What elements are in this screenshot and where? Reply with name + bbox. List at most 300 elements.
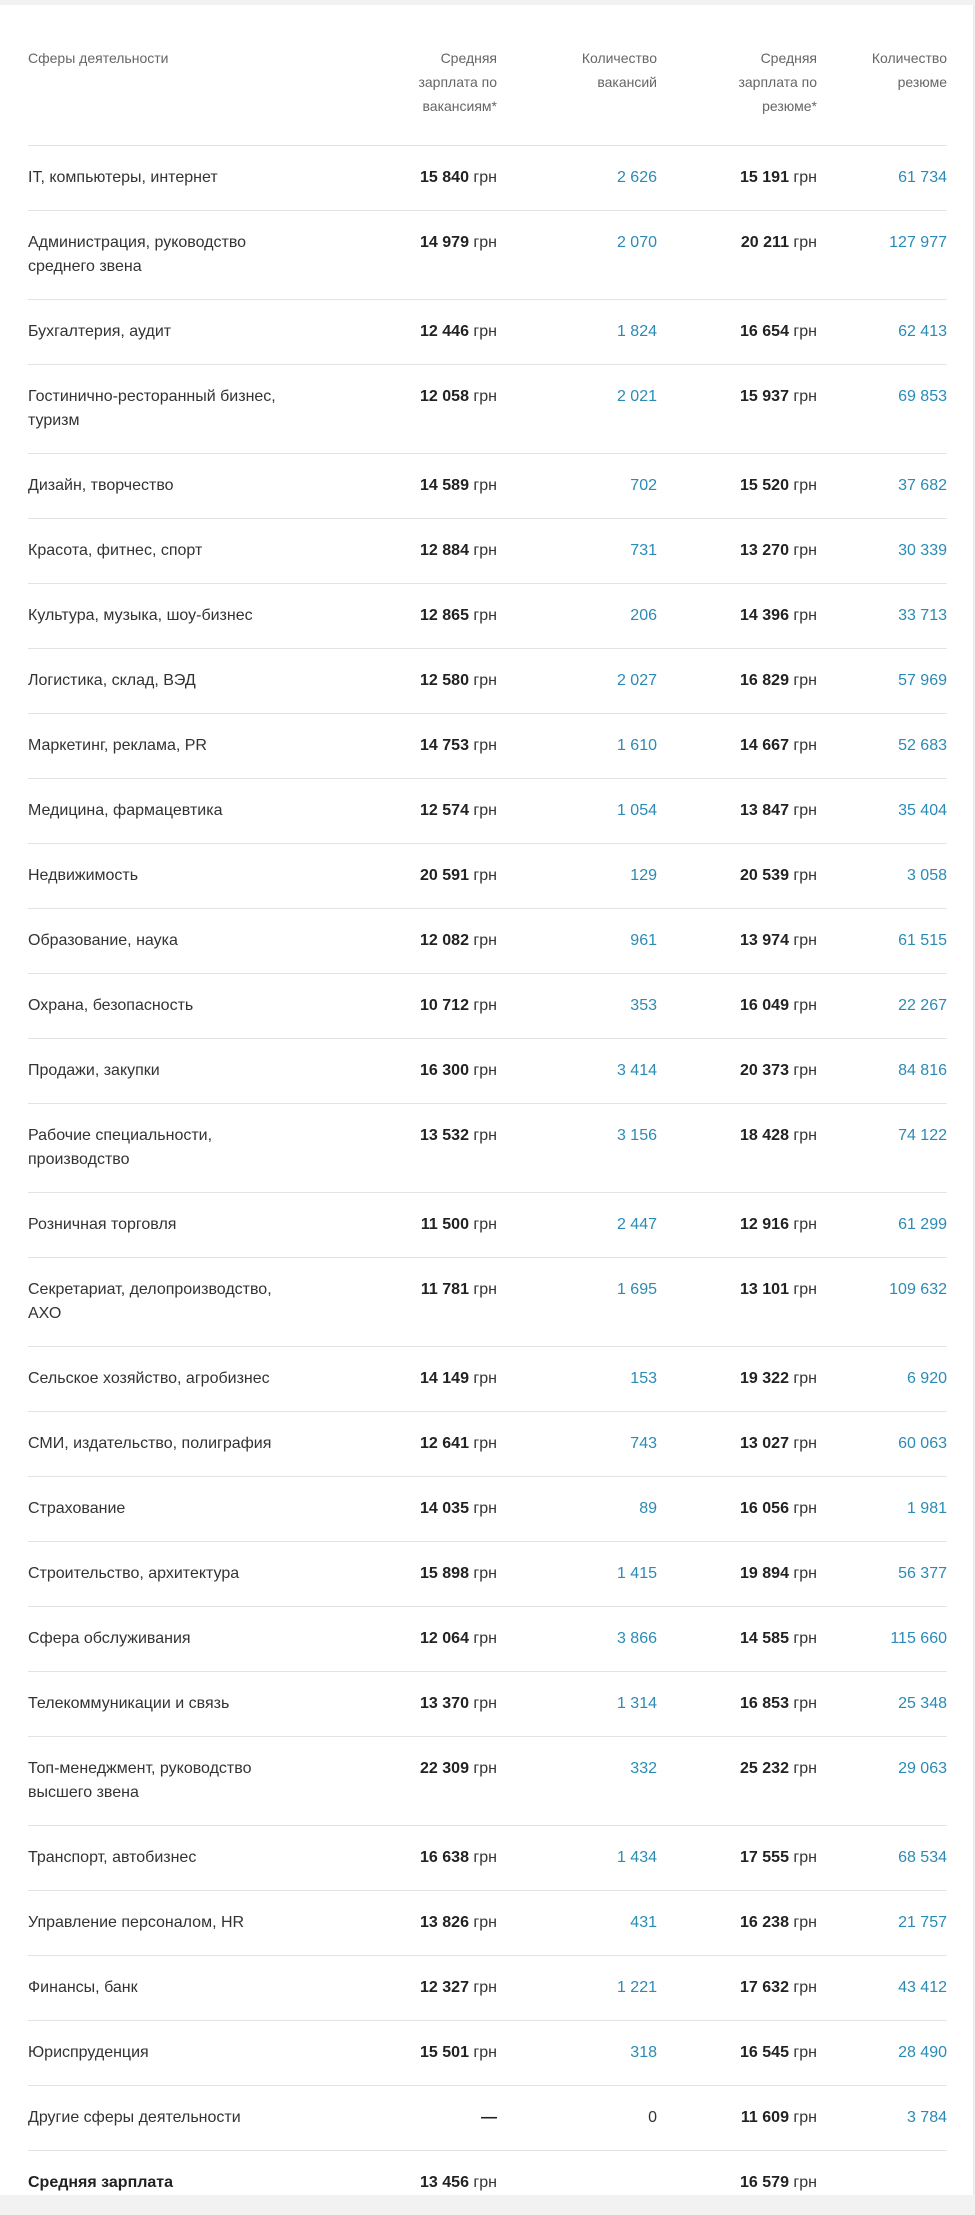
table-row — [28, 146, 947, 211]
table-row — [28, 1956, 947, 2021]
sphere-name — [28, 779, 347, 844]
table-row — [28, 1891, 947, 1956]
sphere-name — [28, 1039, 347, 1104]
average-salary-resumes — [657, 2151, 817, 2215]
avg-salary-vacancies — [347, 909, 497, 974]
resume-count-link[interactable]: 68 534 — [817, 1826, 947, 1891]
vacancy-count-link[interactable]: 431 — [497, 1891, 657, 1956]
sphere-name-line: Дизайн, творчество — [28, 477, 174, 494]
sphere-name — [28, 300, 347, 365]
sphere-name — [28, 584, 347, 649]
currency-label: грн — [793, 388, 817, 405]
currency-label: грн — [473, 477, 497, 494]
currency-label: грн — [793, 802, 817, 819]
resume-count-link[interactable]: 61 734 — [817, 146, 947, 211]
currency-label: грн — [473, 1914, 497, 1931]
vacancy-count-link[interactable]: 332 — [497, 1737, 657, 1826]
header-line: резюме* — [762, 98, 817, 114]
header-vacancy-count — [497, 46, 657, 146]
sphere-name-line: Красота, фитнес, спорт — [28, 542, 202, 559]
currency-label: грн — [473, 2044, 497, 2061]
sphere-name-line: среднего звена — [28, 258, 142, 275]
sphere-name-line: IT, компьютеры, интернет — [28, 169, 218, 186]
sphere-name — [28, 1347, 347, 1412]
currency-label: грн — [473, 1695, 497, 1712]
vacancy-count-link[interactable]: 1 434 — [497, 1826, 657, 1891]
salary-value: 19 894 — [740, 1565, 789, 1582]
resume-count-link[interactable]: 61 299 — [817, 1193, 947, 1258]
sphere-name — [28, 1193, 347, 1258]
avg-salary-vacancies — [347, 1347, 497, 1412]
sphere-name-line: Топ-менеджмент, руководство — [28, 1760, 251, 1777]
salary-value: 12 865 — [420, 607, 469, 624]
resume-count-link[interactable]: 29 063 — [817, 1737, 947, 1826]
sphere-name-line: Логистика, склад, ВЭД — [28, 672, 196, 689]
salary-value: — — [481, 2109, 497, 2126]
resume-count-link[interactable]: 28 490 — [817, 2021, 947, 2086]
average-row — [28, 2151, 947, 2215]
avg-salary-resumes — [657, 1477, 817, 1542]
salary-value: 15 898 — [420, 1565, 469, 1582]
salary-value: 16 853 — [740, 1695, 789, 1712]
salary-value: 11 500 — [421, 1216, 469, 1233]
resume-count-link[interactable]: 61 515 — [817, 909, 947, 974]
salary-value: 16 579 — [740, 2174, 789, 2191]
sphere-name — [28, 519, 347, 584]
header-resume-count — [817, 46, 947, 146]
resume-count-link[interactable]: 3 058 — [817, 844, 947, 909]
salary-value: 17 632 — [740, 1979, 789, 1996]
avg-salary-resumes — [657, 1412, 817, 1477]
avg-salary-vacancies — [347, 1891, 497, 1956]
sphere-name — [28, 1477, 347, 1542]
avg-salary-vacancies — [347, 714, 497, 779]
currency-label: грн — [793, 867, 817, 884]
table-row — [28, 1607, 947, 1672]
currency-label: грн — [473, 1435, 497, 1452]
sphere-name-line: Администрация, руководство — [28, 234, 246, 251]
avg-salary-vacancies — [347, 649, 497, 714]
resume-count-link[interactable]: 37 682 — [817, 454, 947, 519]
avg-salary-vacancies — [347, 365, 497, 454]
avg-salary-vacancies — [347, 2086, 497, 2151]
header-line: вакансиям* — [423, 98, 498, 114]
resume-count-link[interactable]: 52 683 — [817, 714, 947, 779]
table-row — [28, 519, 947, 584]
sphere-name — [28, 714, 347, 779]
avg-salary-resumes — [657, 1542, 817, 1607]
vacancy-count-link[interactable]: 2 626 — [497, 146, 657, 211]
avg-salary-vacancies — [347, 1737, 497, 1826]
avg-salary-resumes — [657, 454, 817, 519]
salary-value: 25 232 — [740, 1760, 789, 1777]
salary-value: 20 373 — [740, 1062, 789, 1079]
average-resume-empty — [817, 2151, 947, 2215]
avg-salary-resumes — [657, 714, 817, 779]
currency-label: грн — [473, 1062, 497, 1079]
sphere-name — [28, 1258, 347, 1347]
avg-salary-resumes — [657, 974, 817, 1039]
resume-count-link[interactable]: 30 339 — [817, 519, 947, 584]
currency-label: грн — [473, 1500, 497, 1517]
currency-label: грн — [473, 1127, 497, 1144]
avg-salary-vacancies — [347, 779, 497, 844]
salary-value: 13 456 — [420, 2174, 469, 2191]
salary-table — [28, 46, 947, 2215]
avg-salary-vacancies — [347, 1607, 497, 1672]
currency-label: грн — [793, 1435, 817, 1452]
sphere-name — [28, 365, 347, 454]
currency-label: грн — [793, 1849, 817, 1866]
avg-salary-resumes — [657, 1737, 817, 1826]
currency-label: грн — [793, 1565, 817, 1582]
header-line: зарплата по — [738, 74, 817, 90]
avg-salary-resumes — [657, 1347, 817, 1412]
avg-salary-resumes — [657, 1104, 817, 1193]
sphere-name — [28, 649, 347, 714]
currency-label: грн — [473, 1849, 497, 1866]
vacancy-count-link[interactable]: 702 — [497, 454, 657, 519]
salary-value: 10 712 — [420, 997, 469, 1014]
header-line: Средняя — [441, 50, 497, 66]
avg-salary-vacancies — [347, 1193, 497, 1258]
salary-value: 15 520 — [740, 477, 789, 494]
header-line: Количество — [582, 50, 657, 66]
currency-label: грн — [473, 932, 497, 949]
vacancy-count-link[interactable]: 2 447 — [497, 1193, 657, 1258]
salary-value: 16 654 — [740, 323, 789, 340]
salary-value: 13 974 — [740, 932, 789, 949]
currency-label: грн — [473, 1565, 497, 1582]
currency-label: грн — [473, 867, 497, 884]
table-row — [28, 1258, 947, 1347]
header-line: вакансий — [597, 74, 657, 90]
resume-count-link[interactable]: 84 816 — [817, 1039, 947, 1104]
sphere-name — [28, 211, 347, 300]
sphere-name-line: Транспорт, автобизнес — [28, 1849, 196, 1866]
currency-label: грн — [793, 1500, 817, 1517]
sphere-name — [28, 146, 347, 211]
avg-salary-vacancies — [347, 1826, 497, 1891]
currency-label: грн — [793, 932, 817, 949]
currency-label: грн — [793, 169, 817, 186]
avg-salary-vacancies — [347, 1412, 497, 1477]
avg-salary-resumes — [657, 844, 817, 909]
avg-salary-vacancies — [347, 974, 497, 1039]
currency-label: грн — [793, 1914, 817, 1931]
header-line: зарплата по — [418, 74, 497, 90]
sphere-name-line: Финансы, банк — [28, 1979, 138, 1996]
avg-salary-resumes — [657, 300, 817, 365]
resume-count-link[interactable]: 33 713 — [817, 584, 947, 649]
currency-label: грн — [473, 169, 497, 186]
salary-value: 12 580 — [420, 672, 469, 689]
salary-value: 13 101 — [740, 1281, 789, 1298]
salary-value: 13 370 — [420, 1695, 469, 1712]
average-vacancy-empty — [497, 2151, 657, 2215]
table-row — [28, 1826, 947, 1891]
resume-count-link[interactable]: 62 413 — [817, 300, 947, 365]
resume-count-link[interactable]: 3 784 — [817, 2086, 947, 2151]
sphere-name — [28, 1826, 347, 1891]
sphere-name-line: Гостинично-ресторанный бизнес, — [28, 388, 276, 405]
salary-value: 16 238 — [740, 1914, 789, 1931]
vacancy-count-link[interactable]: 1 610 — [497, 714, 657, 779]
resume-count-link[interactable]: 127 977 — [817, 211, 947, 300]
header-sphere: Сферы деятельности — [28, 46, 347, 146]
vacancy-count-link[interactable]: 3 414 — [497, 1039, 657, 1104]
sphere-name-line: Продажи, закупки — [28, 1062, 160, 1079]
avg-salary-resumes — [657, 1193, 817, 1258]
sphere-name-line: СМИ, издательство, полиграфия — [28, 1435, 271, 1452]
vacancy-count-link[interactable]: 3 156 — [497, 1104, 657, 1193]
currency-label: грн — [473, 672, 497, 689]
vacancy-count-link[interactable]: 743 — [497, 1412, 657, 1477]
vacancy-count-link[interactable]: 206 — [497, 584, 657, 649]
salary-value: 14 667 — [740, 737, 789, 754]
sphere-name-line: Сфера обслуживания — [28, 1630, 191, 1647]
vacancy-count-link[interactable]: 1 221 — [497, 1956, 657, 2021]
salary-value: 14 585 — [740, 1630, 789, 1647]
sphere-name — [28, 1737, 347, 1826]
currency-label: грн — [793, 672, 817, 689]
avg-salary-resumes — [657, 584, 817, 649]
salary-value: 16 545 — [740, 2044, 789, 2061]
currency-label: грн — [793, 1216, 817, 1233]
salary-value: 11 781 — [421, 1281, 469, 1298]
resume-count-link[interactable]: 115 660 — [817, 1607, 947, 1672]
sphere-name-line: туризм — [28, 412, 80, 429]
salary-value: 16 049 — [740, 997, 789, 1014]
salary-value: 12 916 — [740, 1216, 789, 1233]
salary-value: 12 884 — [420, 542, 469, 559]
vacancy-count-link[interactable]: 731 — [497, 519, 657, 584]
vacancy-count-link[interactable]: 1 695 — [497, 1258, 657, 1347]
vacancy-count-link: 0 — [497, 2086, 657, 2151]
sphere-name-line: Другие сферы деятельности — [28, 2109, 241, 2126]
currency-label: грн — [473, 1370, 497, 1387]
salary-value: 14 149 — [420, 1370, 469, 1387]
table-body — [28, 146, 947, 2215]
sphere-name — [28, 1607, 347, 1672]
table-header-row — [28, 46, 947, 146]
salary-value: 20 539 — [740, 867, 789, 884]
currency-label: грн — [473, 737, 497, 754]
sphere-name-line: Секретариат, делопроизводство, — [28, 1281, 272, 1298]
salary-value: 16 829 — [740, 672, 789, 689]
table-row — [28, 1412, 947, 1477]
avg-salary-resumes — [657, 1258, 817, 1347]
vacancy-count-link[interactable]: 153 — [497, 1347, 657, 1412]
salary-value: 16 300 — [420, 1062, 469, 1079]
table-row — [28, 584, 947, 649]
vacancy-count-link[interactable]: 1 824 — [497, 300, 657, 365]
currency-label: грн — [473, 1760, 497, 1777]
vacancy-count-link[interactable]: 3 866 — [497, 1607, 657, 1672]
sphere-name-line: Рабочие специальности, — [28, 1127, 212, 1144]
resume-count-link[interactable]: 25 348 — [817, 1672, 947, 1737]
salary-value: 12 327 — [420, 1979, 469, 1996]
vacancy-count-link[interactable]: 2 027 — [497, 649, 657, 714]
salary-value: 14 396 — [740, 607, 789, 624]
avg-salary-vacancies — [347, 1039, 497, 1104]
salary-value: 20 211 — [741, 234, 789, 251]
currency-label: грн — [473, 802, 497, 819]
currency-label: грн — [793, 1979, 817, 1996]
vacancy-count-link[interactable]: 2 021 — [497, 365, 657, 454]
table-row — [28, 844, 947, 909]
salary-value: 12 082 — [420, 932, 469, 949]
currency-label: грн — [473, 607, 497, 624]
salary-value: 19 322 — [740, 1370, 789, 1387]
salary-value: 15 937 — [740, 388, 789, 405]
sphere-name — [28, 1542, 347, 1607]
table-row — [28, 300, 947, 365]
sphere-name-line: Сельское хозяйство, агробизнес — [28, 1370, 270, 1387]
vacancy-count-link[interactable]: 129 — [497, 844, 657, 909]
resume-count-link[interactable]: 56 377 — [817, 1542, 947, 1607]
avg-salary-resumes — [657, 2086, 817, 2151]
currency-label: грн — [473, 997, 497, 1014]
avg-salary-vacancies — [347, 1104, 497, 1193]
average-label: Средняя зарплата — [28, 2151, 347, 2215]
table-row — [28, 1104, 947, 1193]
currency-label: грн — [473, 1979, 497, 1996]
sphere-name — [28, 1104, 347, 1193]
salary-value: 16 056 — [740, 1500, 789, 1517]
currency-label: грн — [473, 323, 497, 340]
resume-count-link[interactable]: 109 632 — [817, 1258, 947, 1347]
avg-salary-resumes — [657, 1672, 817, 1737]
avg-salary-resumes — [657, 1826, 817, 1891]
vacancy-count-link[interactable]: 89 — [497, 1477, 657, 1542]
vacancy-count-link[interactable]: 353 — [497, 974, 657, 1039]
table-row — [28, 2021, 947, 2086]
salary-value: 13 826 — [420, 1914, 469, 1931]
salary-value: 14 035 — [420, 1500, 469, 1517]
resume-count-link[interactable]: 69 853 — [817, 365, 947, 454]
avg-salary-vacancies — [347, 1956, 497, 2021]
currency-label: грн — [793, 1630, 817, 1647]
sphere-name-line: Розничная торговля — [28, 1216, 176, 1233]
sphere-name-line: Маркетинг, реклама, PR — [28, 737, 207, 754]
vacancy-count-link[interactable]: 1 314 — [497, 1672, 657, 1737]
resume-count-link[interactable]: 21 757 — [817, 1891, 947, 1956]
salary-value: 15 501 — [420, 2044, 469, 2061]
resume-count-link[interactable]: 60 063 — [817, 1412, 947, 1477]
resume-count-link[interactable]: 6 920 — [817, 1347, 947, 1412]
avg-salary-resumes — [657, 519, 817, 584]
salary-value: 13 532 — [420, 1127, 469, 1144]
resume-count-link[interactable]: 57 969 — [817, 649, 947, 714]
avg-salary-vacancies — [347, 454, 497, 519]
sphere-name — [28, 1891, 347, 1956]
salary-value: 13 847 — [740, 802, 789, 819]
currency-label: грн — [793, 1370, 817, 1387]
avg-salary-vacancies — [347, 1258, 497, 1347]
sphere-name — [28, 2021, 347, 2086]
sphere-name-line: производство — [28, 1151, 129, 1168]
sphere-name-line: Строительство, архитектура — [28, 1565, 239, 1582]
salary-value: 22 309 — [420, 1760, 469, 1777]
sphere-name — [28, 1672, 347, 1737]
currency-label: грн — [793, 234, 817, 251]
avg-salary-resumes — [657, 909, 817, 974]
resume-count-link[interactable]: 35 404 — [817, 779, 947, 844]
salary-value: 18 428 — [740, 1127, 789, 1144]
currency-label: грн — [473, 1630, 497, 1647]
table-row — [28, 1672, 947, 1737]
salary-value: 15 840 — [420, 169, 469, 186]
currency-label: грн — [793, 542, 817, 559]
table-row — [28, 714, 947, 779]
table-row — [28, 365, 947, 454]
currency-label: грн — [793, 737, 817, 754]
resume-count-link[interactable]: 22 267 — [817, 974, 947, 1039]
sphere-name-line: Образование, наука — [28, 932, 178, 949]
salary-value: 13 270 — [740, 542, 789, 559]
header-line: резюме — [898, 74, 947, 90]
avg-salary-resumes — [657, 365, 817, 454]
vacancy-count-link[interactable]: 961 — [497, 909, 657, 974]
sphere-name — [28, 844, 347, 909]
sphere-name-line: Недвижимость — [28, 867, 138, 884]
currency-label: грн — [793, 1127, 817, 1144]
avg-salary-resumes — [657, 1607, 817, 1672]
vacancy-count-link[interactable]: 2 070 — [497, 211, 657, 300]
currency-label: грн — [793, 1281, 817, 1298]
salary-table-card — [0, 5, 974, 2195]
currency-label: грн — [473, 388, 497, 405]
table-row — [28, 1193, 947, 1258]
salary-value: 14 753 — [420, 737, 469, 754]
resume-count-link[interactable]: 43 412 — [817, 1956, 947, 2021]
currency-label: грн — [793, 997, 817, 1014]
avg-salary-resumes — [657, 779, 817, 844]
avg-salary-vacancies — [347, 2021, 497, 2086]
salary-value: 16 638 — [420, 1849, 469, 1866]
avg-salary-resumes — [657, 1891, 817, 1956]
avg-salary-resumes — [657, 1039, 817, 1104]
avg-salary-vacancies — [347, 300, 497, 365]
average-salary-vacancies — [347, 2151, 497, 2215]
sphere-name — [28, 1412, 347, 1477]
avg-salary-vacancies — [347, 844, 497, 909]
currency-label: грн — [793, 1695, 817, 1712]
avg-salary-vacancies — [347, 1477, 497, 1542]
currency-label: грн — [793, 607, 817, 624]
currency-label: грн — [473, 542, 497, 559]
vacancy-count-link[interactable]: 1 415 — [497, 1542, 657, 1607]
table-row — [28, 649, 947, 714]
vacancy-count-link[interactable]: 318 — [497, 2021, 657, 2086]
resume-count-link[interactable]: 1 981 — [817, 1477, 947, 1542]
resume-count-link[interactable]: 74 122 — [817, 1104, 947, 1193]
table-row — [28, 1737, 947, 1826]
table-row — [28, 974, 947, 1039]
salary-value: 12 064 — [420, 1630, 469, 1647]
currency-label: грн — [793, 2109, 817, 2126]
avg-salary-vacancies — [347, 211, 497, 300]
vacancy-count-link[interactable]: 1 054 — [497, 779, 657, 844]
avg-salary-resumes — [657, 146, 817, 211]
salary-value: 20 591 — [420, 867, 469, 884]
table-row — [28, 1477, 947, 1542]
table-row — [28, 454, 947, 519]
sphere-name — [28, 2086, 347, 2151]
currency-label: грн — [793, 1062, 817, 1079]
salary-value: 13 027 — [740, 1435, 789, 1452]
